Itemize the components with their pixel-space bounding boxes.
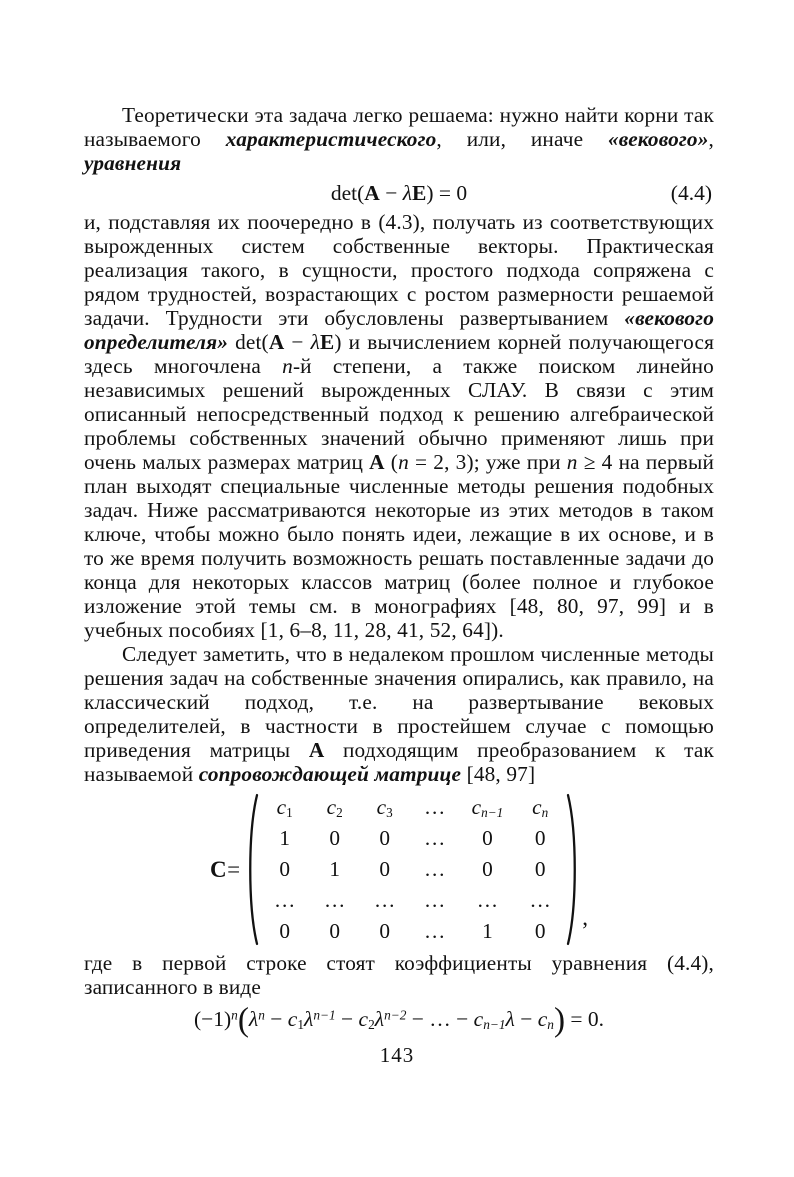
matrix-cell: 0	[534, 919, 546, 943]
matrix-cell: $c_n$	[532, 795, 549, 820]
matrix-cell: …	[274, 888, 296, 912]
matrix-cell: 0	[482, 857, 493, 881]
matrix-row	[260, 885, 566, 916]
characteristic-polynomial-equation	[84, 999, 714, 1038]
matrix-cell: …	[374, 888, 396, 912]
matrix-cell: …	[424, 826, 446, 850]
matrix-row	[260, 916, 566, 947]
matrix-label: C=	[210, 856, 241, 882]
matrix-cell: …	[476, 888, 499, 912]
matrix-row	[260, 823, 566, 854]
matrix-cell: 0	[534, 826, 546, 850]
matrix-open-paren-icon	[245, 792, 260, 947]
matrix-cell: 0	[534, 857, 546, 881]
matrix-cell: …	[424, 919, 446, 943]
matrix-cell: 0	[329, 826, 340, 850]
matrix-row	[260, 854, 566, 885]
page-content	[84, 103, 714, 1038]
matrix-cell: $c_3$	[376, 795, 393, 820]
matrix-cells	[260, 792, 566, 947]
matrix-cell: 0	[279, 919, 290, 943]
matrix-trailing-comma: ,	[582, 905, 588, 930]
matrix-cell: …	[424, 795, 446, 819]
paragraph-history: Следует заметить, что в недалеком прошлом численные методы решения задач на собственные значения опирались, как правило, на классический подход, т.е. на развертывание вековых определителей, в частности в простейшем случае с помощью приведения матрицы A подходящим преобразованием к так называемой сопровождающей матрице [48, 97]	[84, 642, 714, 786]
matrix-cell: $c_1$	[276, 795, 293, 820]
matrix-cell: …	[424, 888, 446, 912]
polynomial-body: $(-1)^n(\lambda^n - c_1\lambda^{n-1} - c_2\lambda^{n-2}$ − … − $c_{n-1}\lambda - c_n) = 0$.	[193, 1001, 605, 1039]
matrix-row	[260, 792, 566, 823]
matrix-close-paren-icon	[565, 792, 580, 947]
matrix-cell: 0	[279, 857, 290, 881]
matrix-cell: 1	[279, 826, 290, 850]
paragraph-discussion: и, подставляя их поочередно в (4.3), получать из соответствующих вырожденных систем собственные векторы. Практическая реализация такого, в сущности, простого подхода сопряжена с рядом трудностей, возрастающих с ростом размерности решаемой задачи. Трудности эти обусловлены развертыванием «векового определителя» det(A − λE) и вычислением корней получающегося здесь многочлена n-й степени, а также поиском линейно независимых решений вырожденных СЛАУ. В связи с этим описанный непосредственный подход к решению алгебраической проблемы собственных значений обычно применяют лишь при очень малых размерах матриц A (n = 2, 3); уже при n ≥ 4 на первый план выходят специальные численные методы решения подобных задач. Ниже рассматриваются некоторые из этих методов в таком ключе, чтобы можно было понять идеи, лежащие в их основе, и в то же время получить возможность решать поставленные задачи до конца для некоторых классов матриц (более полное и глубокое изложение этой темы см. в монографиях [48, 80, 97, 99] и в учебных пособиях [1, 6–8, 11, 28, 41, 52, 64]).	[84, 210, 715, 642]
matrix-cell: 0	[482, 826, 493, 850]
equation-4-4	[84, 175, 714, 210]
matrix-cell: …	[529, 888, 551, 912]
matrix-cell: 0	[379, 857, 390, 881]
matrix-cell: 1	[482, 919, 493, 943]
matrix-cell: $c_{n-1}$	[471, 795, 504, 820]
paragraph-intro: Теоретически эта задача легко решаема: нужно найти корни так называемого характеристического, или, иначе «векового», уравнения	[84, 103, 714, 175]
matrix-cell: 0	[379, 826, 390, 850]
page-number: 143	[379, 1043, 415, 1067]
matrix-cell: 0	[379, 919, 390, 943]
matrix-cell: 0	[329, 919, 340, 943]
equation-number: (4.4)	[670, 181, 712, 205]
matrix-cell: …	[424, 857, 446, 881]
matrix-cell: …	[324, 888, 346, 912]
paragraph-coefficients: где в первой строке стоят коэффициенты уравнения (4.4), записанного в виде	[84, 951, 714, 999]
matrix-cell: $c_2$	[326, 795, 343, 820]
matrix-cell: 1	[329, 857, 340, 881]
equation-4-4-body: det(A − λE) = 0	[330, 181, 468, 205]
companion-matrix	[84, 792, 714, 947]
